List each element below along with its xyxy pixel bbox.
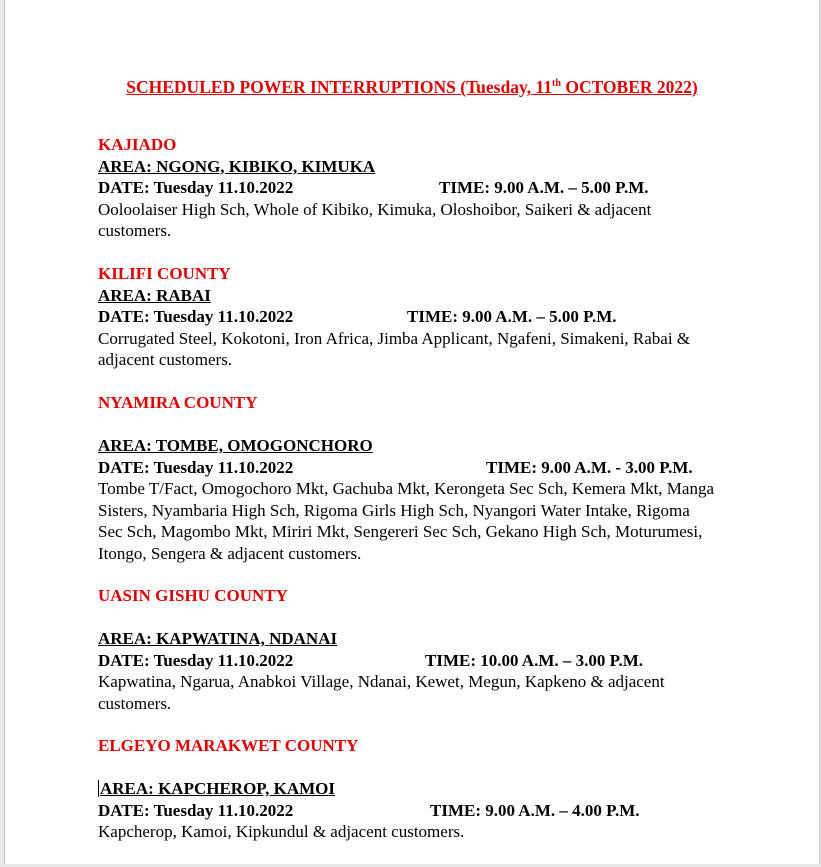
section-nyamira [98,392,718,564]
affected-areas: Kapcherop, Kamoi, Kipkundul & adjacent customers. [98,822,465,841]
affected-areas: Tombe T/Fact, Omogochoro Mkt, Gachuba Mkt, Kerongeta Sec Sch, Kemera Mkt, Manga Sisters, Nyambaria High Sch, Rigoma Girls High Sch, Nyangori Water Intake, Rigoma Sec Sch, Magombo Mkt, Miriri Mkt, Sengereri Sec Sch, Gekano High Sch, Moturumesi, Itongo, Sengera & adjacent customers. [98,479,715,563]
text-cursor [98,780,99,797]
time-label: TIME: 9.00 A.M. – 5.00 P.M. [407,307,617,326]
area-heading: AREA: KAPWATINA, NDANAI [98,629,338,648]
county-heading: KAJIADO [98,135,177,154]
title-text-end: OCTOBER 2022) [560,77,698,97]
date-label: DATE: Tuesday 11.10.2022 [98,800,294,820]
time-label: TIME: 9.00 A.M. – 4.00 P.M. [430,800,640,820]
date-label: DATE: Tuesday 11.10.2022 [98,178,294,197]
affected-areas: Kapwatina, Ngarua, Anabkoi Village, Ndanai, Kewet, Megun, Kapkeno & adjacent customers. [98,672,665,713]
date-time-row [98,306,718,328]
date-label: DATE: Tuesday 11.10.2022 [98,650,294,670]
section-uasin-gishu [98,585,718,714]
document-page[interactable] [4,0,820,864]
area-heading: AREA: TOMBE, OMOGONCHORO [98,436,373,455]
section-kajiado [98,134,718,242]
affected-areas: Ooloolaiser High Sch, Whole of Kibiko, Kimuka, Oloshoibor, Saikeri & adjacent customers. [98,199,652,240]
date-label: DATE: Tuesday 11.10.2022 [98,457,294,477]
title-text: SCHEDULED POWER INTERRUPTIONS (Tuesday, 11 [126,77,553,97]
area-heading: AREA: KAPCHEROP, KAMOI [100,779,336,798]
page-title [5,77,819,98]
area-heading: AREA: NGONG, KIBIKO, KIMUKA [98,156,376,176]
date-time-row [98,800,718,822]
date-time-row [98,650,718,672]
section-kilifi [98,263,718,371]
date-time-row [98,177,718,199]
county-heading: UASIN GISHU COUNTY [98,586,288,605]
date-time-row [98,457,718,479]
section-elgeyo-marakwet [98,735,718,843]
affected-areas: Corrugated Steel, Kokotoni, Iron Africa, Jimba Applicant, Ngafeni, Simakeni, Rabai & adjacent customers. [98,328,691,369]
county-heading: NYAMIRA COUNTY [98,393,258,412]
time-label: TIME: 9.00 A.M. – 5.00 P.M. [439,178,649,197]
time-label: TIME: 9.00 A.M. - 3.00 P.M. [486,457,693,477]
county-heading: ELGEYO MARAKWET COUNTY [98,736,359,755]
title-superscript: th [552,78,561,90]
date-label: DATE: Tuesday 11.10.2022 [98,307,294,326]
county-heading: KILIFI COUNTY [98,264,231,283]
time-label: TIME: 10.00 A.M. – 3.00 P.M. [425,650,644,670]
area-heading: AREA: RABAI [98,285,211,305]
